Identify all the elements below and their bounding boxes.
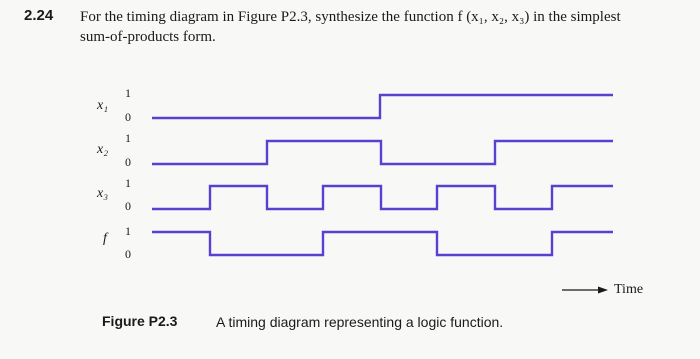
level-0-x3: 0 [125, 199, 131, 213]
problem-text-line-2: sum-of-products form. [80, 29, 216, 45]
problem-text-line-1: For the timing diagram in Figure P2.3, synthesize the function f (x₁, x₂, x₃) in the simplest [80, 9, 621, 25]
level-0-f: 0 [125, 247, 131, 261]
figure-label: Figure P2.3 [102, 313, 178, 329]
signal-label-x3: x₃ [97, 186, 109, 201]
level-0-x2: 0 [125, 155, 131, 169]
level-1-x2: 1 [125, 131, 131, 145]
time-arrow-head [598, 287, 608, 294]
level-1-x1: 1 [125, 86, 131, 100]
signal-label-x2: x₂ [97, 142, 109, 157]
waveform-f [152, 232, 613, 255]
level-1-x3: 1 [125, 176, 131, 190]
time-axis-label: Time [614, 282, 644, 297]
waveform-x2 [152, 141, 613, 164]
level-0-x1: 0 [125, 110, 131, 124]
signal-label-x1: x₁ [97, 98, 109, 113]
problem-number: 2.24 [24, 7, 54, 24]
level-1-f: 1 [125, 224, 131, 238]
waveform-x3 [152, 186, 613, 209]
waveform-x1 [152, 95, 613, 118]
signal-label-f: f [103, 231, 107, 246]
figure-caption: A timing diagram representing a logic function. [216, 314, 504, 330]
